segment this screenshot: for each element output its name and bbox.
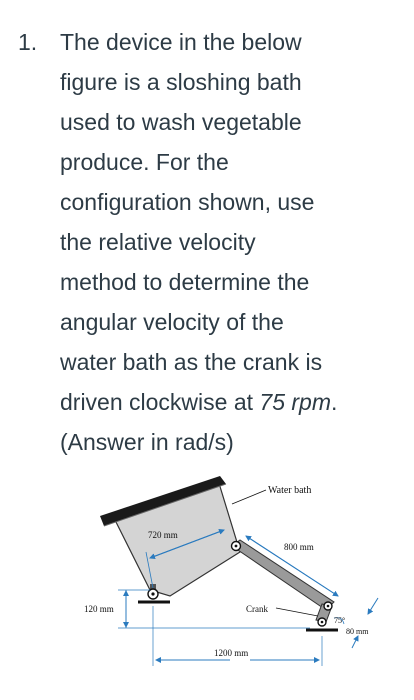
label-angle: 75° <box>334 616 346 625</box>
question-line: figure is a sloshing bath <box>60 69 302 95</box>
mechanism-figure <box>0 466 414 700</box>
coupler-link <box>232 540 334 610</box>
question-line-speed <box>60 382 400 422</box>
question-line: method to determine the <box>60 269 310 295</box>
label-water-bath: Water bath <box>268 485 312 496</box>
label-height: 120 mm <box>84 604 114 614</box>
question-line-text: driven clockwise at <box>60 389 260 415</box>
label-bath-length: 720 mm <box>148 530 178 540</box>
question-text <box>60 22 400 462</box>
question-line: water bath as the crank is <box>60 349 323 375</box>
question-line: produce. For the <box>60 149 229 175</box>
label-crank-length: 80 mm <box>346 627 369 636</box>
question-line: (Answer in rad/s) <box>60 429 234 455</box>
question-line: the relative velocity <box>60 229 256 255</box>
question-line: angular velocity of the <box>60 309 284 335</box>
bath-pivot <box>232 542 241 551</box>
question-number: 1. <box>18 29 38 55</box>
crank-speed: 75 rpm <box>259 389 332 415</box>
question-line: configuration shown, use <box>60 189 315 215</box>
line-end: . <box>331 389 338 415</box>
label-crank: Crank <box>246 604 268 614</box>
water-bath-leader <box>232 490 266 504</box>
label-ground-distance: 1200 mm <box>214 648 249 658</box>
question-line: The device in the below <box>60 29 302 55</box>
crank-leader <box>276 608 318 616</box>
label-coupler-length: 800 mm <box>284 542 314 552</box>
question-line: used to wash vegetable <box>60 109 302 135</box>
